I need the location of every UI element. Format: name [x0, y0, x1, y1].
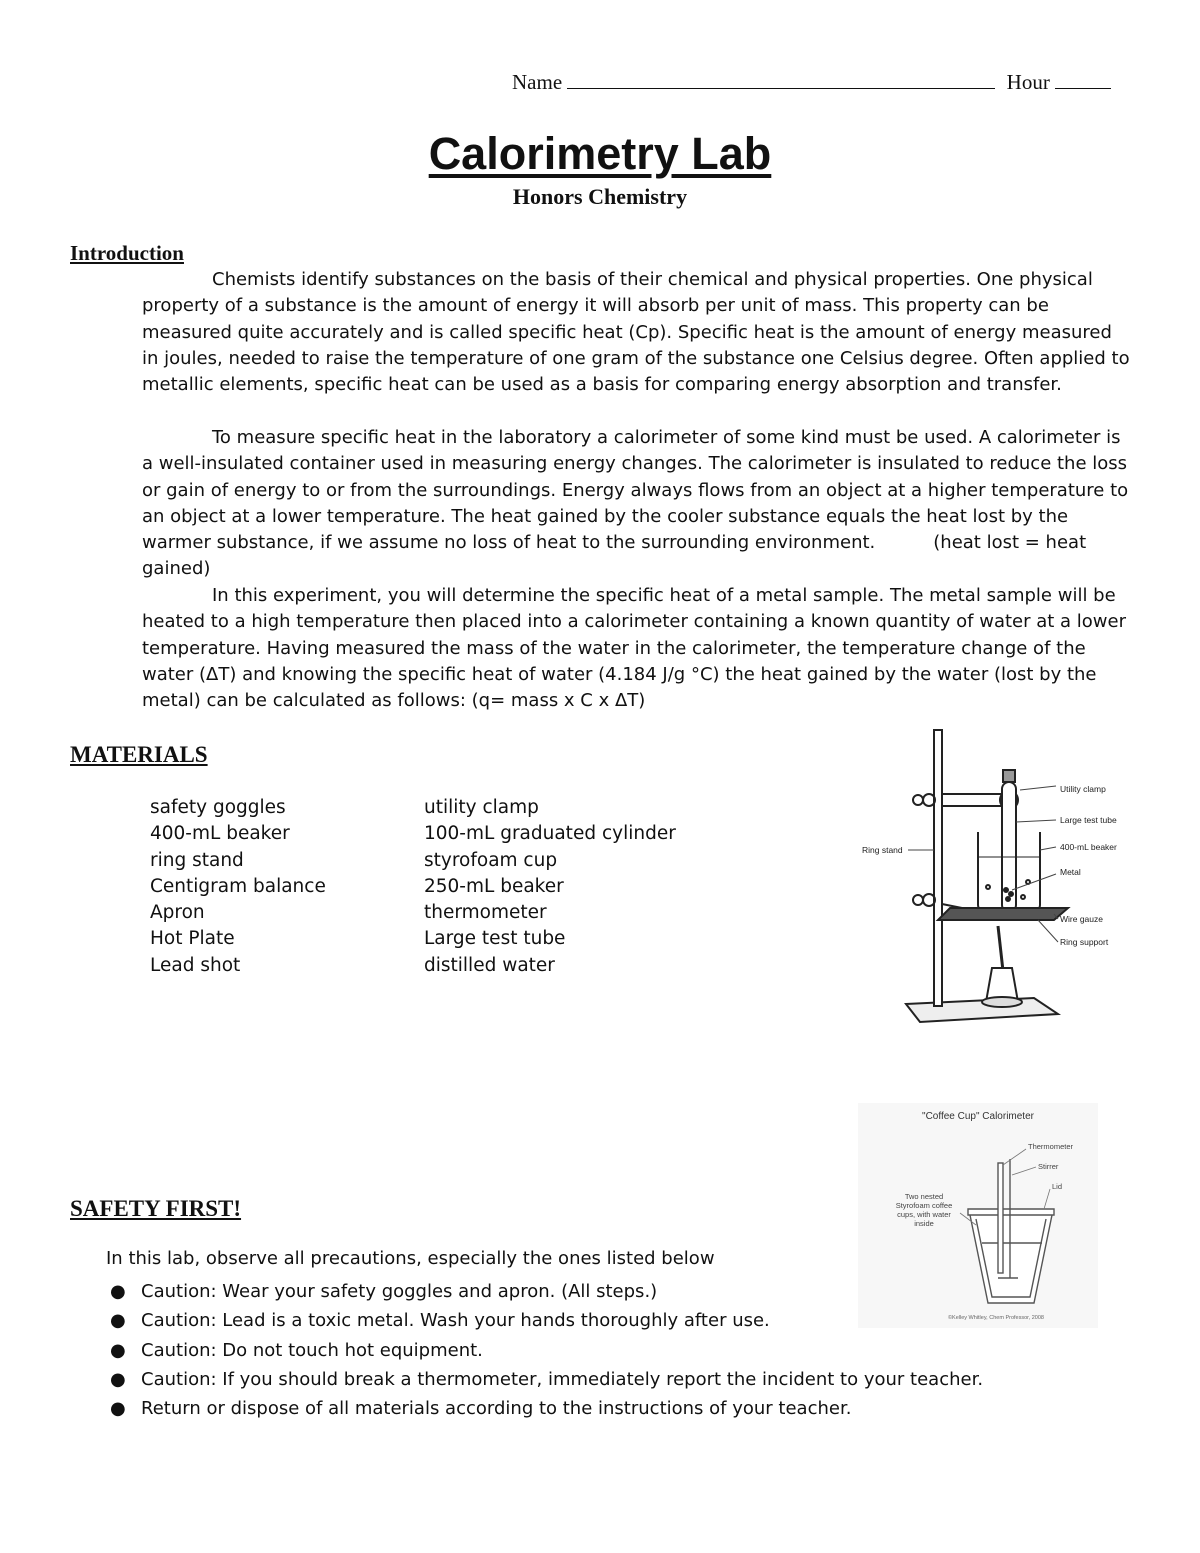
- figure-title: "Coffee Cup" Calorimeter: [922, 1111, 1034, 1122]
- safety-item-text: Caution: If you should break a thermometer, immediately report the incident to your teacher.: [141, 1368, 984, 1390]
- label-leader: [1016, 820, 1056, 822]
- intro-paragraph-3: [142, 583, 1132, 714]
- list-item: [106, 1306, 983, 1335]
- figure-credit: ©Kelley Whitley, Chem Professor, 2008: [948, 1315, 1044, 1321]
- bullet-icon: ●: [110, 1339, 126, 1361]
- page-title: Calorimetry Lab: [428, 128, 772, 179]
- safety-item-text: Return or dispose of all materials according to the instructions of your teacher.: [141, 1398, 852, 1420]
- introduction-heading: Introduction: [70, 241, 184, 265]
- ring-stand-apparatus-diagram: [858, 722, 1128, 1027]
- materials-column-2: [424, 795, 676, 979]
- list-item: Apron: [150, 902, 205, 924]
- lid: [968, 1209, 1054, 1215]
- ring-stand-rod: [934, 730, 942, 1006]
- list-item: 400-mL beaker: [150, 823, 290, 845]
- label-lid: Lid: [1052, 1182, 1063, 1191]
- list-item: [106, 1394, 983, 1423]
- label-wire-gauze: Wire gauze: [1060, 914, 1103, 924]
- label-ring-support: Ring support: [1060, 937, 1109, 947]
- burner-base: [982, 997, 1022, 1007]
- hour-label: Hour: [1006, 70, 1050, 94]
- wire-gauze: [938, 908, 1068, 920]
- label-cups-4: inside: [914, 1219, 934, 1228]
- safety-item-text: Caution: Lead is a toxic metal. Wash your hands thoroughly after use.: [141, 1310, 770, 1332]
- list-item: Hot Plate: [150, 928, 235, 950]
- name-hour-line: [512, 70, 1111, 95]
- label-beaker: 400-mL beaker: [1060, 842, 1117, 852]
- intro-paragraph-2: [142, 425, 1132, 583]
- bubble: [986, 885, 990, 889]
- metal-sample: [1004, 888, 1008, 892]
- intro-paragraph-1-text: Chemists identify substances on the basis of their chemical and physical properties. One physical property of a substance is the amount of energy it will absorb per unit of mass. This property can be measured quite accurately and is called specific heat (Cp). Specific heat is the amount of energy measured in joules, needed to raise the temperature of one gram of the substance one Celsius degree. Often applied to metallic elements, specific heat can be used as a basis for comparing energy absorption and transfer.: [142, 269, 1130, 396]
- list-item: [106, 1336, 983, 1365]
- label-leader: [1020, 786, 1056, 790]
- materials-column-1: [150, 795, 326, 979]
- materials-heading: MATERIALS: [70, 742, 208, 767]
- list-item: [106, 1365, 983, 1394]
- safety-intro: In this lab, observe all precautions, especially the ones listed below: [106, 1248, 715, 1269]
- stopper: [1003, 770, 1015, 782]
- list-item: Large test tube: [424, 928, 566, 950]
- intro-paragraph-3-text: In this experiment, you will determine the specific heat of a metal sample. The metal sample will be heated to a high temperature then placed into a calorimeter containing a known quantity of water at a lower temperature. Having measured the mass of the water in the calorimeter, the temperature change of the water (ΔT) and knowing the specific heat of water (4.184 J/g °C) the heat gained by the water (lost by the metal) can be calculated as follows: (q= mass x C x ΔT): [142, 585, 1126, 712]
- thermometer: [998, 1163, 1003, 1273]
- label-cups-1: Two nested: [904, 1192, 944, 1201]
- list-item: safety goggles: [150, 797, 286, 818]
- list-item: thermometer: [424, 902, 547, 924]
- bullet-icon: ●: [110, 1310, 126, 1332]
- list-item: Lead shot: [150, 954, 241, 976]
- list-item: styrofoam cup: [424, 849, 558, 871]
- safety-item-text: Caution: Wear your safety goggles and apron. (All steps.): [141, 1281, 658, 1302]
- heat-note: (heat lost = heat gained): [142, 532, 1087, 580]
- list-item: ring stand: [150, 849, 244, 871]
- bullet-icon: ●: [110, 1368, 126, 1390]
- ring-knob: [913, 895, 923, 905]
- label-ring-stand: Ring stand: [862, 845, 903, 855]
- intro-paragraph-2-text: To measure specific heat in the laboratory a calorimeter of some kind must be used. A calorimeter is a well-insulated container used in measuring energy changes. The calorimeter is insulated to reduce the loss or gain of energy to or from the surroundings. Energy always flows from an object at a higher temperature to an object at a lower temperature. The heat gained by the cooler substance equals the heat lost by the warmer substance, if we assume no loss of heat to the surrounding environment.: [142, 427, 1129, 554]
- name-label: Name: [512, 70, 563, 94]
- name-field[interactable]: [567, 70, 995, 89]
- label-large-test-tube: Large test tube: [1060, 815, 1117, 825]
- label-thermometer: Thermometer: [1028, 1142, 1074, 1151]
- safety-list: [106, 1277, 983, 1423]
- label-leader: [1038, 920, 1058, 942]
- bullet-icon: ●: [110, 1281, 126, 1302]
- metal-sample: [1006, 897, 1010, 901]
- hour-field[interactable]: [1055, 70, 1111, 89]
- label-cups-2: Styrofoam coffee: [895, 1201, 953, 1210]
- label-metal: Metal: [1060, 867, 1081, 877]
- label-leader: [1040, 847, 1056, 850]
- list-item: 250-mL beaker: [424, 875, 564, 897]
- label-leader: [1012, 874, 1056, 890]
- safety-item-text: Caution: Do not touch hot equipment.: [141, 1339, 483, 1361]
- list-item: 100-mL graduated cylinder: [424, 823, 676, 845]
- list-item: Centigram balance: [150, 875, 326, 897]
- page-subtitle: Honors Chemistry: [512, 184, 688, 209]
- label-utility-clamp: Utility clamp: [1060, 784, 1106, 794]
- bullet-icon: ●: [110, 1398, 126, 1420]
- label-cups-3: cups, with water: [897, 1210, 951, 1219]
- list-item: utility clamp: [424, 797, 539, 818]
- list-item: distilled water: [424, 954, 555, 976]
- metal-sample: [1009, 892, 1013, 896]
- clamp-knob: [913, 795, 923, 805]
- bubble: [1021, 895, 1025, 899]
- safety-heading: SAFETY FIRST!: [70, 1196, 242, 1221]
- intro-paragraph-1: [142, 267, 1132, 398]
- list-item: [106, 1277, 983, 1306]
- label-stirrer: Stirrer: [1038, 1162, 1059, 1171]
